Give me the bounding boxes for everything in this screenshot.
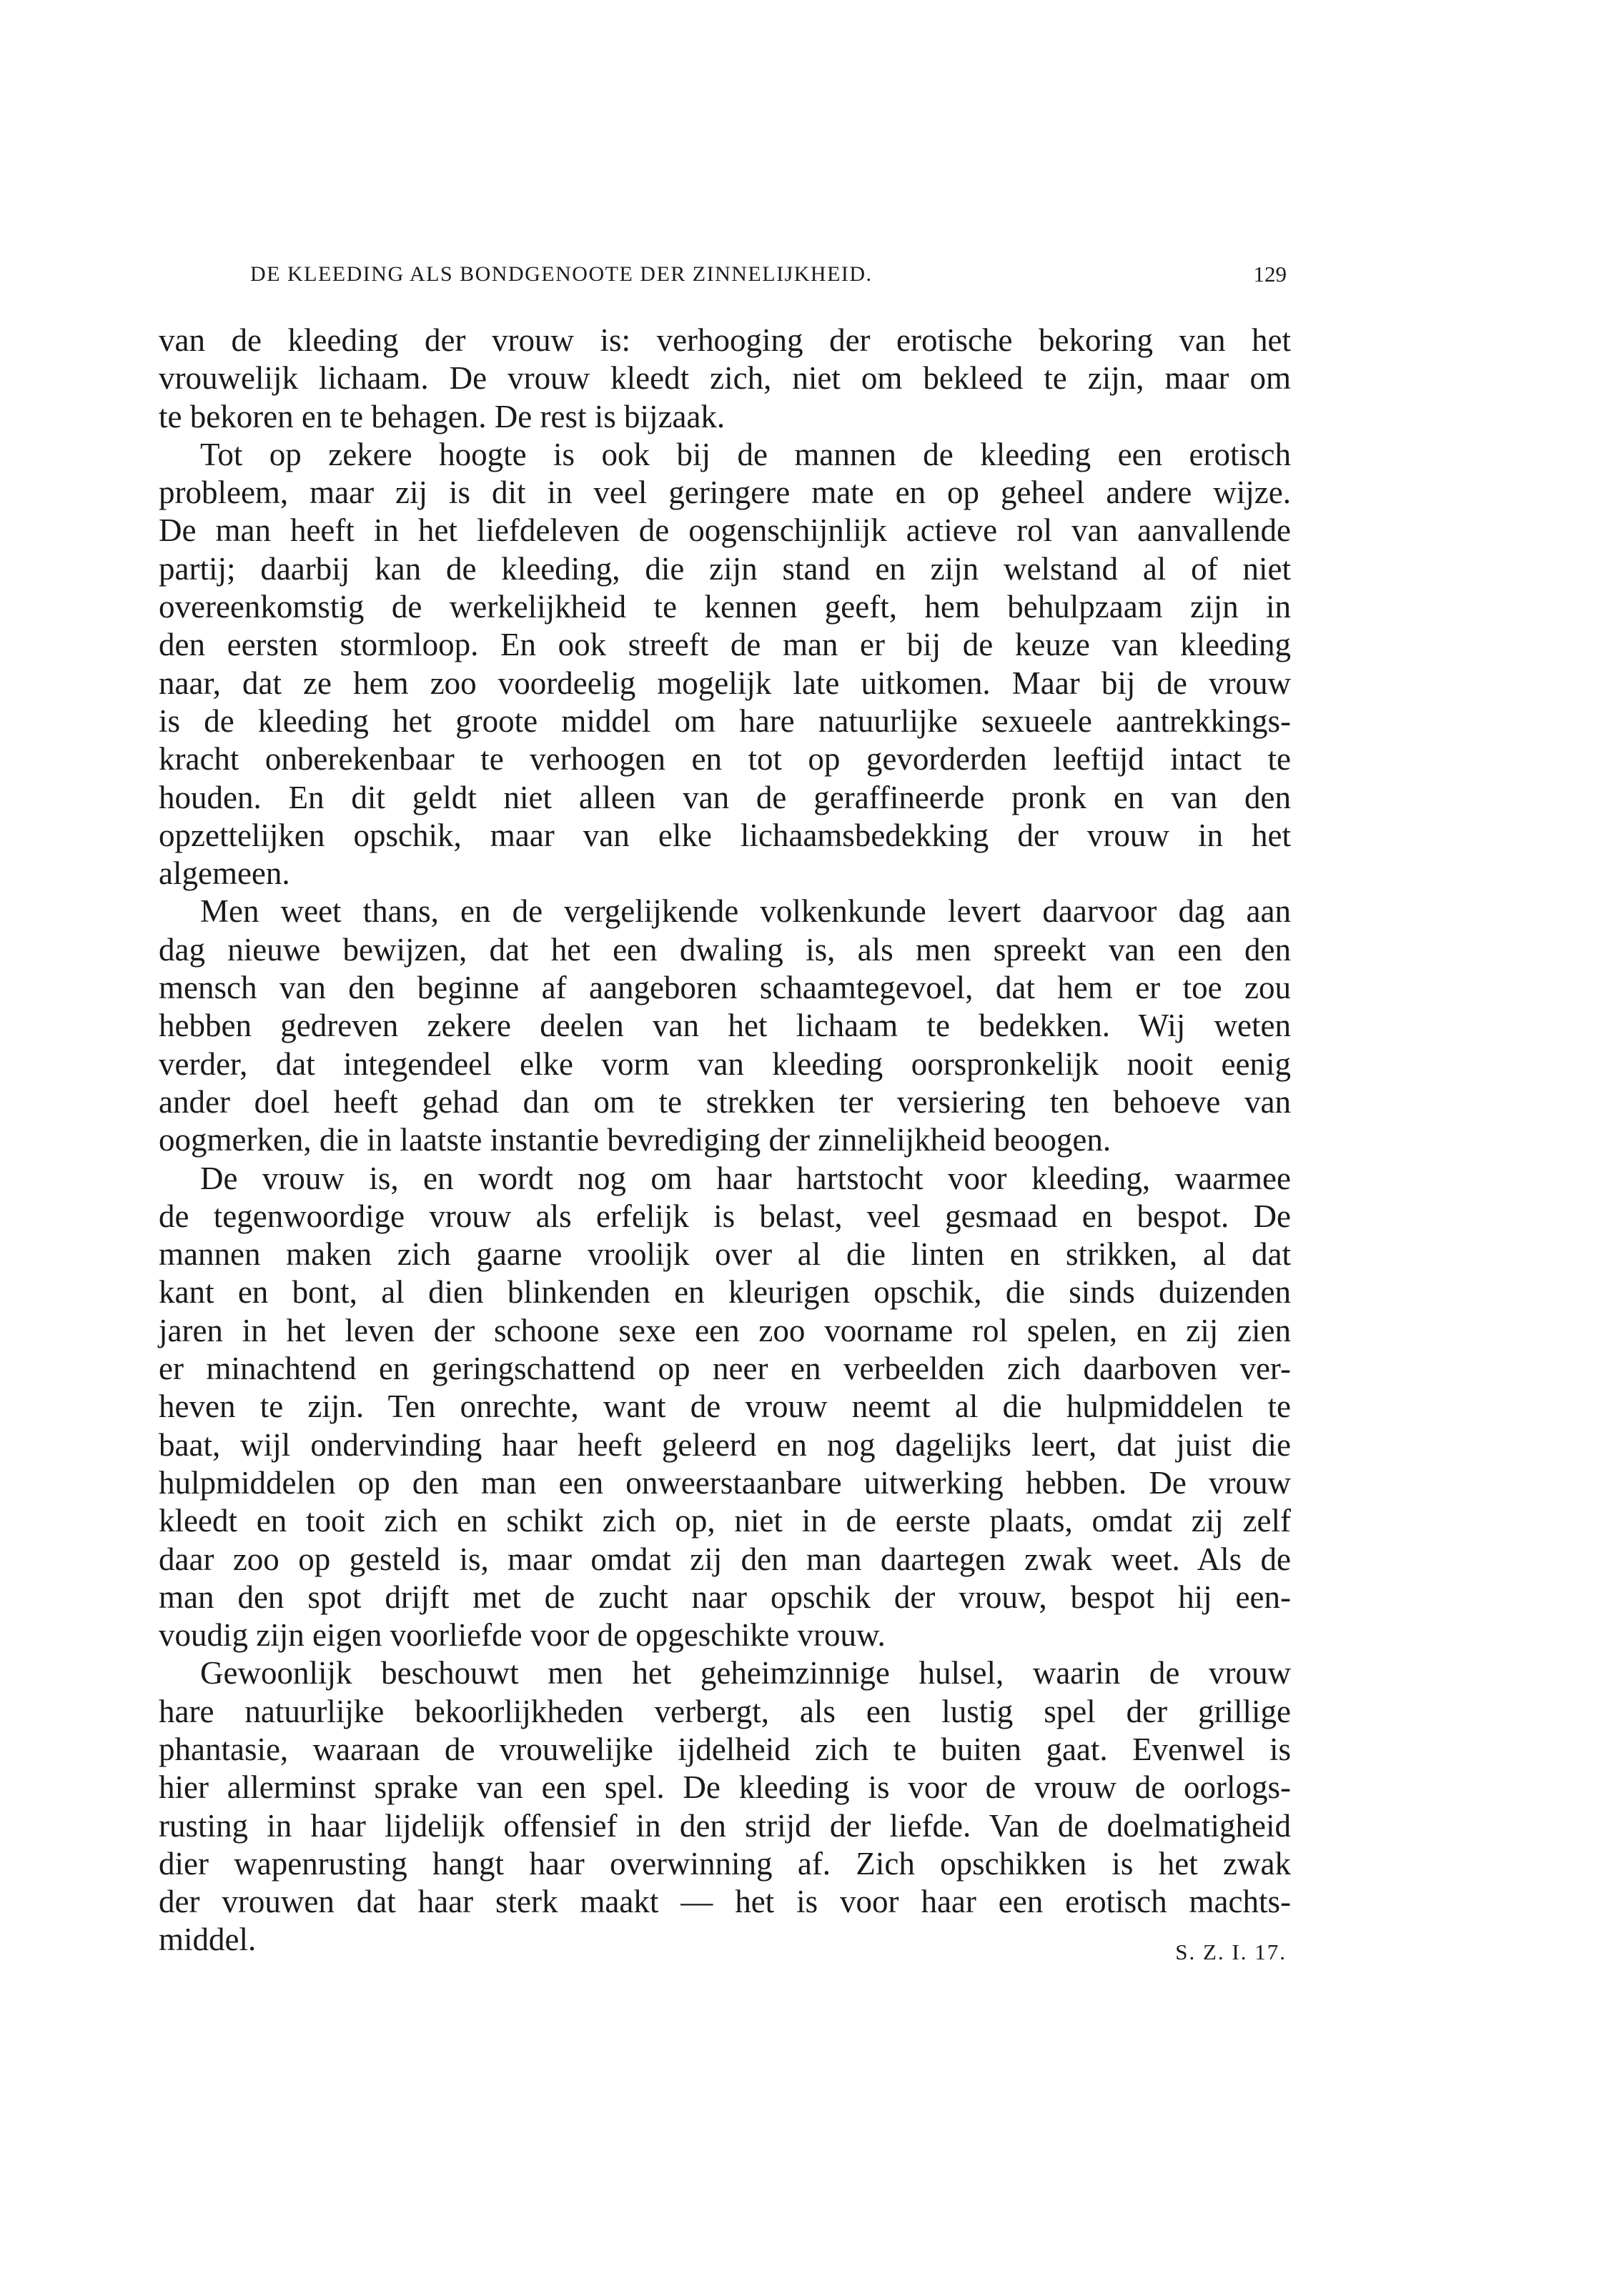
text-line: dier wapenrusting hangt haar overwinning af. Zich opschikken is het zwak <box>159 1845 1291 1882</box>
text-line: Men weet thans, en de vergelijkende volkenkunde levert daarvoor dag aan <box>200 893 1291 930</box>
text-line: Tot op zekere hoogte is ook bij de mannen de kleeding een erotisch <box>200 436 1291 472</box>
text-line: den eersten stormloop. En ook streeft de man er bij de keuze van kleeding <box>159 627 1291 663</box>
text-line: probleem, maar zij is dit in veel geringere mate en op geheel andere wijze. <box>159 474 1291 511</box>
text-line: kracht onberekenbaar te verhoogen en tot op gevorderden leeftijd intact te <box>159 741 1291 777</box>
text-line: kleedt en tooit zich en schikt zich op, niet in de eerste plaats, omdat zij zelf <box>159 1503 1291 1539</box>
text-line: van de kleeding der vrouw is: verhooging der erotische bekoring van het <box>159 322 1291 358</box>
text-line: is de kleeding het groote middel om hare natuurlijke sexueele aantrekkings- <box>159 702 1291 739</box>
text-line: daar zoo op gesteld is, maar omdat zij den man daartegen zwak weet. Als de <box>159 1541 1291 1577</box>
text-line: hebben gedreven zekere deelen van het lichaam te bedekken. Wij weten <box>159 1008 1291 1044</box>
text-line: te bekoren en te behagen. De rest is bijzaak. <box>159 398 726 434</box>
text-line: overeenkomstig de werkelijkheid te kennen geeft, hem behulpzaam zijn in <box>159 589 1291 625</box>
text-line: houden. En dit geldt niet alleen van de geraffineerde pronk en van den <box>159 779 1291 815</box>
text-line: De vrouw is, en wordt nog om haar hartstocht voor kleeding, waarmee <box>200 1160 1291 1196</box>
text-line: de tegenwoordige vrouw als erfelijk is belast, veel gesmaad en bespot. De <box>159 1198 1291 1234</box>
text-line: algemeen. <box>159 855 290 892</box>
text-line: hulpmiddelen op den man een onweerstaanbare uitwerking hebben. De vrouw <box>159 1464 1291 1501</box>
signature-mark: S. Z. I. 17. <box>1175 1939 1287 1964</box>
text-line: mannen maken zich gaarne vroolijk over al die linten en strikken, al dat <box>159 1236 1291 1273</box>
text-line: opzettelijken opschik, maar van elke lichaamsbedekking der vrouw in het <box>159 817 1291 853</box>
text-line: oogmerken, die in laatste instantie bevrediging der zinnelijkheid beoogen. <box>159 1122 1112 1158</box>
text-line: baat, wijl ondervinding haar heeft geleerd en nog dagelijks leert, dat juist die <box>159 1426 1291 1463</box>
text-line: der vrouwen dat haar sterk maakt — het is voor haar een erotisch machts- <box>159 1884 1291 1920</box>
text-line: verder, dat integendeel elke vorm van kleeding oorspronkelijk nooit eenig <box>159 1045 1291 1082</box>
text-line: jaren in het leven der schoone sexe een zoo voorname rol spelen, en zij zien <box>159 1312 1291 1348</box>
paragraph-1 <box>159 322 1291 436</box>
paragraph-4 <box>159 1160 1291 1655</box>
text-line: man den spot drijft met de zucht naar opschik der vrouw, bespot hij een- <box>159 1579 1291 1615</box>
text-line: dag nieuwe bewijzen, dat het een dwaling is, als men spreekt van een den <box>159 931 1291 968</box>
text-line: kant en bont, al dien blinkenden en kleurigen opschik, die sinds duizenden <box>159 1274 1291 1311</box>
text-line: rusting in haar lijdelijk offensief in den strijd der liefde. Van de doelmatigheid <box>159 1807 1291 1844</box>
body-text <box>159 322 1291 1959</box>
running-head: DE KLEEDING ALS BONDGENOOTE DER ZINNELIJKHEID. <box>250 262 873 286</box>
text-line: hare natuurlijke bekoorlijkheden verbergt, als een lustig spel der grillige <box>159 1693 1291 1729</box>
text-line: er minachtend en geringschattend op neer en verbeelden zich daarboven ver- <box>159 1351 1291 1387</box>
text-line: voudig zijn eigen voorliefde voor de opgeschikte vrouw. <box>159 1617 886 1654</box>
text-line: Gewoonlijk beschouwt men het geheimzinnige hulsel, waarin de vrouw <box>200 1655 1291 1691</box>
text-line: hier allerminst sprake van een spel. De kleeding is voor de vrouw de oorlogs- <box>159 1769 1291 1806</box>
text-line: vrouwelijk lichaam. De vrouw kleedt zich, niet om bekleed te zijn, maar om <box>159 360 1291 397</box>
paragraph-3 <box>159 893 1291 1159</box>
text-line: naar, dat ze hem zoo voordeelig mogelijk late uitkomen. Maar bij de vrouw <box>159 665 1291 701</box>
text-line: phantasie, waaraan de vrouwelijke ijdelheid zich te buiten gaat. Evenwel is <box>159 1731 1291 1767</box>
text-line: middel. <box>159 1922 257 1958</box>
text-line: partij; daarbij kan de kleeding, die zijn stand en zijn welstand al of niet <box>159 550 1291 587</box>
paragraph-5 <box>159 1654 1291 1959</box>
text-line: De man heeft in het liefdeleven de oogenschijnlijk actieve rol van aanvallende <box>159 512 1291 549</box>
text-line: mensch van den beginne af aangeboren schaamtegevoel, dat hem er toe zou <box>159 970 1291 1006</box>
text-line: heven te zijn. Ten onrechte, want de vrouw neemt al die hulpmiddelen te <box>159 1388 1291 1425</box>
paragraph-2 <box>159 436 1291 893</box>
text-line: ander doel heeft gehad dan om te strekken ter versiering ten behoeve van <box>159 1083 1291 1120</box>
page-number: 129 <box>1253 262 1287 287</box>
